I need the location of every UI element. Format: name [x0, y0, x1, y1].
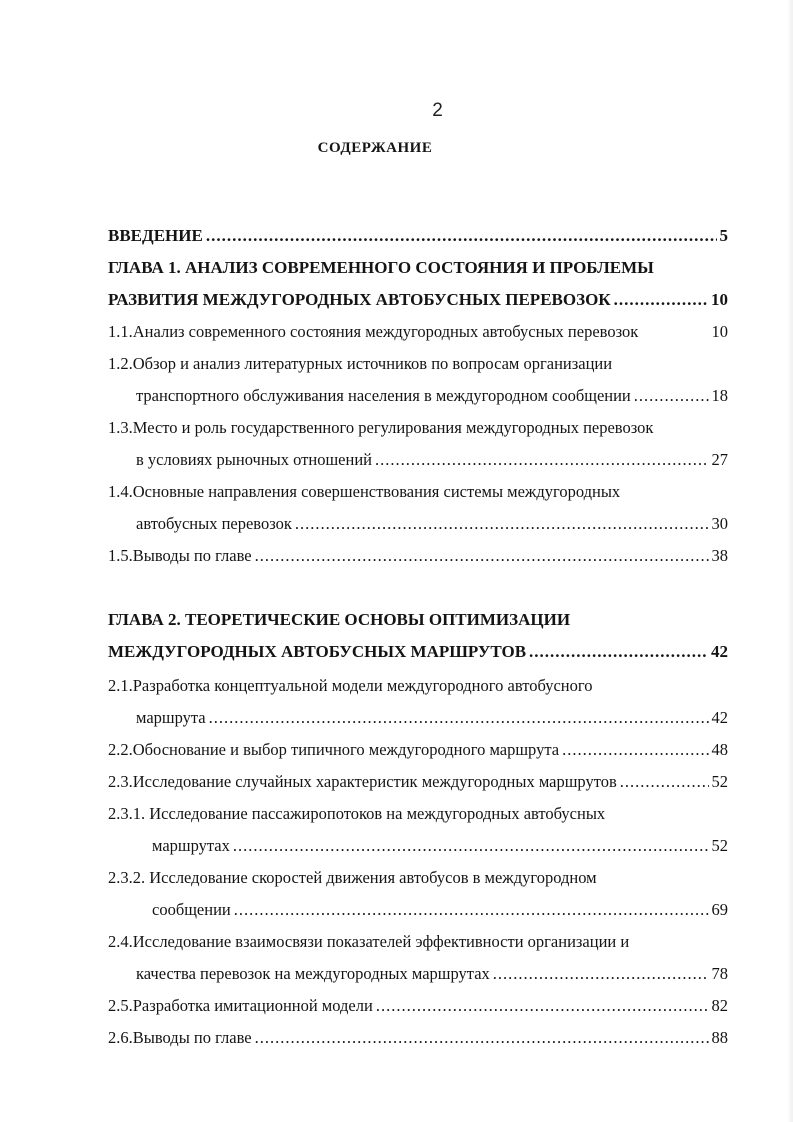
toc-entry-text: в условиях рыночных отношений [136, 450, 372, 469]
toc-leader-dots [562, 738, 708, 762]
toc-entry-2-2[interactable] [108, 738, 728, 762]
toc-entry-1-5[interactable] [108, 544, 728, 568]
toc-entry-introduction[interactable] [108, 224, 728, 248]
toc-leader-dots [233, 834, 709, 858]
toc-leader-dots [255, 544, 709, 568]
toc-chapter-heading[interactable]: ГЛАВА 1. АНАЛИЗ СОВРЕМЕННОГО СОСТОЯНИЯ И ПРОБЛЕМЫ [108, 258, 654, 277]
toc-entry-text: 1.5.Выводы по главе [108, 546, 252, 565]
toc-entry-page: 78 [711, 964, 728, 983]
toc-entry-2-1[interactable]: 2.1.Разработка концептуальной модели междугородного автобусного [108, 676, 593, 695]
toc-entry-text: 2.6.Выводы по главе [108, 1028, 252, 1047]
toc-entry-page: 5 [719, 226, 728, 245]
toc-entry-1-2-cont[interactable] [136, 384, 728, 408]
toc-entry-page: 42 [711, 708, 728, 727]
toc-entry-text: транспортного обслуживания населения в междугородном сообщении [136, 386, 631, 405]
toc-entry-page: 42 [711, 642, 728, 661]
toc-leader-dots [234, 898, 709, 922]
toc-leader-dots [375, 448, 709, 472]
toc-entry-text: 2.3.Исследование случайных характеристик междугородных маршрутов [108, 772, 617, 791]
toc-leader-dots [206, 224, 717, 248]
toc-entry-2-1-cont[interactable] [136, 706, 728, 730]
toc-entry-1-4-cont[interactable] [136, 512, 728, 536]
toc-entry-text: маршрута [136, 708, 206, 727]
toc-entry-page: 48 [711, 740, 728, 759]
toc-entry-page: 52 [711, 772, 728, 791]
toc-entry-2-3-1-cont[interactable] [152, 834, 728, 858]
toc-title: СОДЕРЖАНИЕ [317, 140, 433, 156]
toc-entry-1-4[interactable]: 1.4.Основные направления совершенствования системы междугородных [108, 482, 621, 501]
toc-entry-text: качества перевозок на междугородных маршрутах [136, 964, 490, 983]
toc-leader-dots [614, 288, 708, 312]
toc-leader-dots [634, 384, 709, 408]
toc-leader-dots [620, 770, 709, 794]
toc-entry-page: 30 [711, 514, 728, 533]
toc-leader-dots [529, 640, 708, 664]
toc-leader-dots [209, 706, 709, 730]
toc-leader-dots [255, 1026, 709, 1050]
toc-entry-chapter-2[interactable] [108, 640, 728, 664]
toc-entry-2-6[interactable] [108, 1026, 728, 1050]
scan-edge-shadow [787, 0, 793, 1122]
toc-entry-page: 27 [711, 450, 728, 469]
toc-entry-text: автобусных перевозок [136, 514, 292, 533]
toc-entry-2-4-cont[interactable] [136, 962, 728, 986]
toc-entry-1-1[interactable] [108, 320, 728, 344]
toc-entry-1-2[interactable]: 1.2.Обзор и анализ литературных источников по вопросам организации [108, 354, 613, 373]
toc-entry-text: МЕЖДУГОРОДНЫХ АВТОБУСНЫХ МАРШРУТОВ [108, 642, 527, 661]
toc-leader-dots [493, 962, 709, 986]
toc-entry-text: 1.1.Анализ современного состояния междугородных автобусных перевозок [108, 322, 639, 341]
toc-leader-dots [376, 994, 709, 1018]
toc-entry-2-3-2[interactable]: 2.3.2. Исследование скоростей движения автобусов в междугородном [108, 868, 597, 887]
toc-entry-page: 82 [711, 996, 728, 1015]
toc-entry-2-3-2-cont[interactable] [152, 898, 728, 922]
toc-entry-page: 38 [711, 546, 728, 565]
page-number: 2 [432, 100, 443, 121]
toc-entry-1-3-cont[interactable] [136, 448, 728, 472]
toc-entry-page: 52 [711, 836, 728, 855]
toc-entry-page: 69 [711, 900, 728, 919]
toc-entry-2-3-1[interactable]: 2.3.1. Исследование пассажиропотоков на междугородных автобусных [108, 804, 606, 823]
toc-entry-text: маршрутах [152, 836, 230, 855]
toc-entry-page: 88 [711, 1028, 728, 1047]
toc-entry-text: 2.2.Обоснование и выбор типичного междугородного маршрута [108, 740, 560, 759]
toc-entry-2-4[interactable]: 2.4.Исследование взаимосвязи показателей эффективности организации и [108, 932, 630, 951]
toc-entry-text: сообщении [152, 900, 231, 919]
toc-entry-page: 10 [711, 290, 728, 309]
toc-entry-2-3[interactable] [108, 770, 728, 794]
toc-chapter-heading[interactable]: ГЛАВА 2. ТЕОРЕТИЧЕСКИЕ ОСНОВЫ ОПТИМИЗАЦИИ [108, 610, 571, 629]
toc-entry-text: 2.5.Разработка имитационной модели [108, 996, 373, 1015]
toc-entry-text: ВВЕДЕНИЕ [108, 226, 203, 245]
toc-entry-text: РАЗВИТИЯ МЕЖДУГОРОДНЫХ АВТОБУСНЫХ ПЕРЕВОЗОК [108, 290, 611, 309]
toc-entry-page: 18 [711, 386, 728, 405]
toc-entry-page: 10 [711, 322, 728, 341]
toc-entry-2-5[interactable] [108, 994, 728, 1018]
toc-entry-1-3[interactable]: 1.3.Место и роль государственного регулирования междугородных перевозок [108, 418, 654, 437]
toc-entry-chapter-1[interactable] [108, 288, 728, 312]
toc-leader-dots [295, 512, 709, 536]
